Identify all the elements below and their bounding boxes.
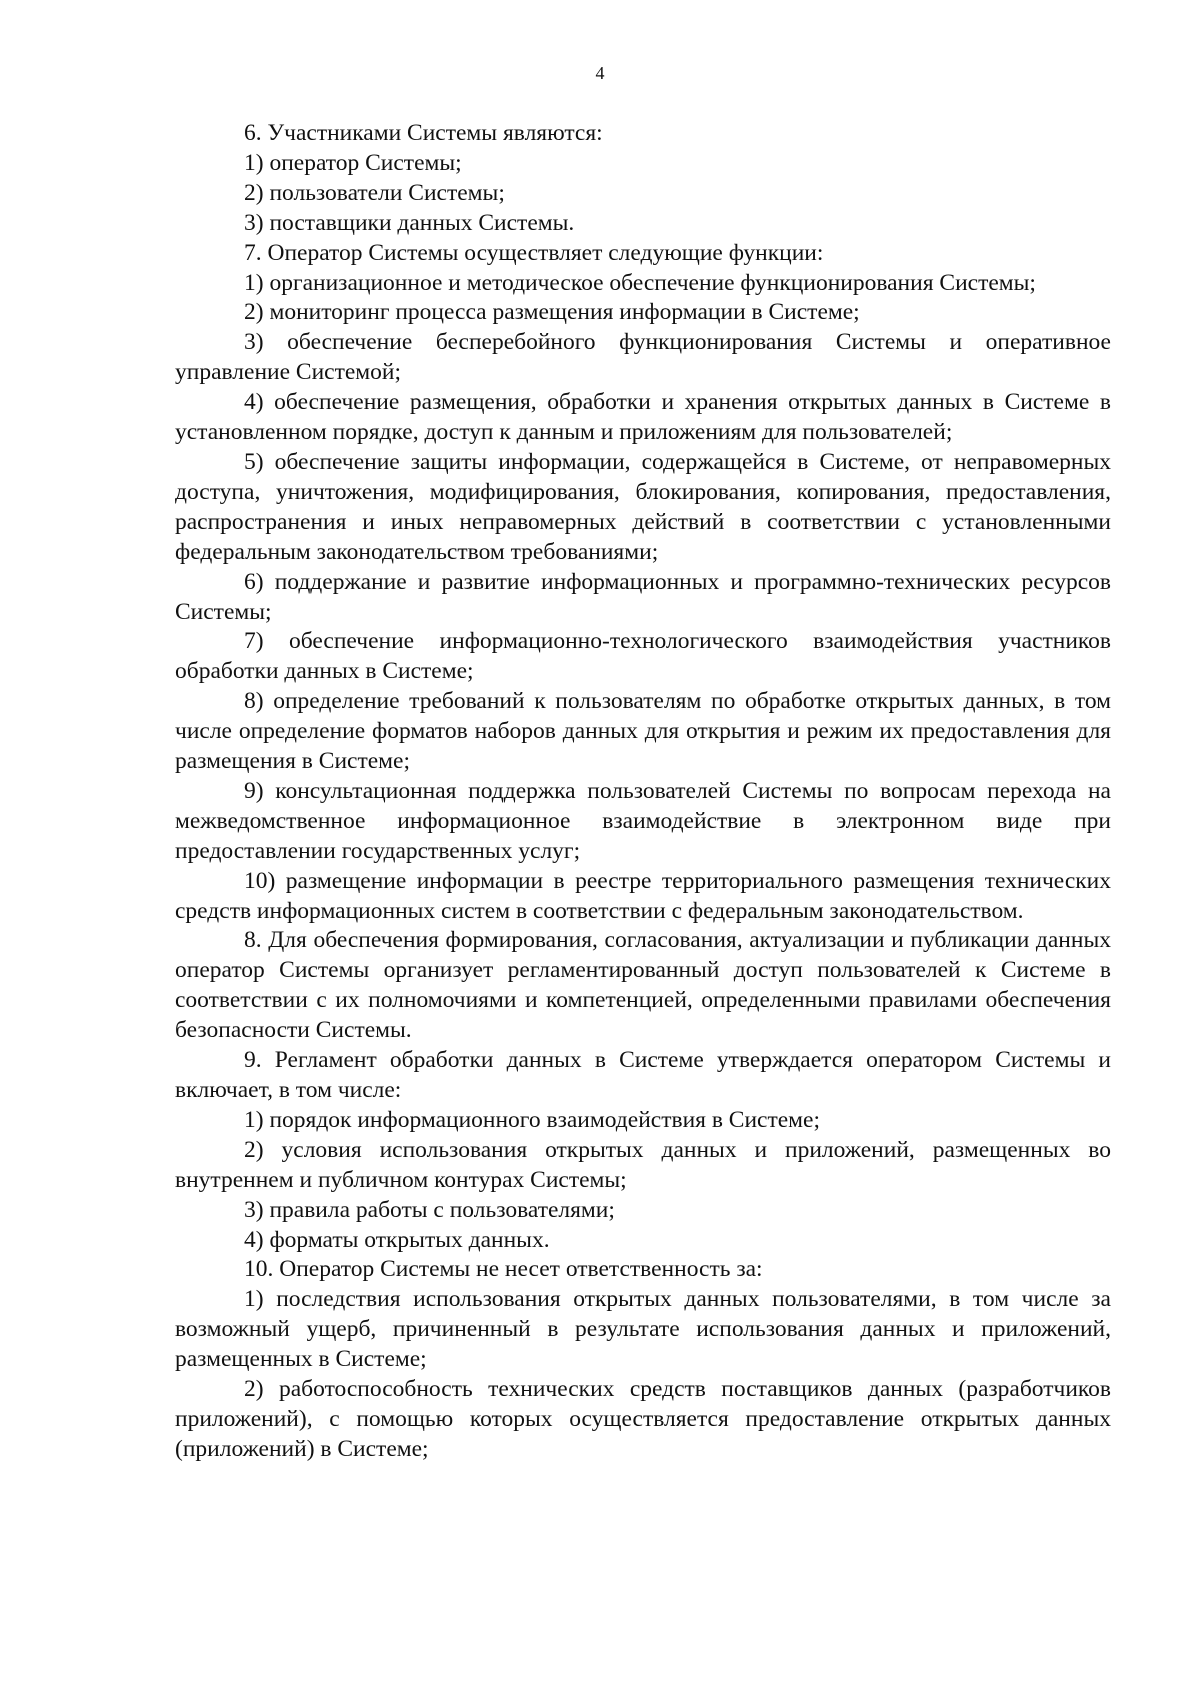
list-item-7-6: 6) поддержание и развитие информационных и программно-технических ресурсов Системы; xyxy=(175,568,1111,625)
list-item-6-3: 3) поставщики данных Системы. xyxy=(244,209,575,236)
paragraph-8: 8. Для обеспечения формирования, согласования, актуализации и публикации данных оператор Системы организует регламентированный доступ пользователей к Системе в соответствии с их полномочиями и компетенцией, определенными правилами обеспечения безопасности Системы. xyxy=(175,927,1111,1044)
list-item-7-10: 10) размещение информации в реестре территориального размещения технических средств информационных систем в соответствии с федеральным законодательством. xyxy=(175,867,1111,924)
list-item-9-1: 1) порядок информационного взаимодействия в Системе; xyxy=(244,1106,821,1133)
list-item-9-3: 3) правила работы с пользователями; xyxy=(244,1196,615,1223)
list-item-9-4: 4) форматы открытых данных. xyxy=(244,1226,550,1253)
list-item-6-2: 2) пользователи Системы; xyxy=(244,179,505,206)
list-item-7-5: 5) обеспечение защиты информации, содержащейся в Системе, от неправомерных доступа, уничтожения, модифицирования, блокирования, копирования, предоставления, распространения и иных неправомерных действий в соответствии с установленными федеральным законодательством требованиями; xyxy=(175,448,1111,565)
paragraph-7: 7. Оператор Системы осуществляет следующие функции: xyxy=(244,239,824,266)
list-item-6-1: 1) оператор Системы; xyxy=(244,149,462,176)
list-item-7-7: 7) обеспечение информационно-технологического взаимодействия участников обработки данных в Системе; xyxy=(175,628,1111,685)
list-item-7-9: 9) консультационная поддержка пользователей Системы по вопросам перехода на межведомственное информационное взаимодействие в электронном виде при предоставлении государственных услуг; xyxy=(175,777,1111,864)
paragraph-9: 9. Регламент обработки данных в Системе утверждается оператором Системы и включает, в том числе: xyxy=(175,1047,1111,1103)
list-item-10-1: 1) последствия использования открытых данных пользователями, в том числе за возможный ущерб, причиненный в результате использования данных и приложений, размещенных в Системе; xyxy=(175,1286,1111,1373)
document-body xyxy=(175,119,1111,1465)
page-number: 4 xyxy=(595,63,605,83)
list-item-7-1: 1) организационное и методическое обеспечение функционирования Системы; xyxy=(244,269,1036,296)
list-item-9-2: 2) условия использования открытых данных и приложений, размещенных во внутреннем и публичном контурах Системы; xyxy=(175,1136,1111,1193)
paragraph-6: 6. Участниками Системы являются: xyxy=(244,120,603,146)
list-item-10-2: 2) работоспособность технических средств поставщиков данных (разработчиков приложений), с помощью которых осуществляется предоставление открытых данных (приложений) в Системе; xyxy=(175,1376,1111,1462)
list-item-7-8: 8) определение требований к пользователям по обработке открытых данных, в том числе определение форматов наборов данных для открытия и режим их предоставления для размещения в Системе; xyxy=(175,688,1111,775)
paragraph-10: 10. Оператор Системы не несет ответственность за: xyxy=(244,1256,763,1283)
list-item-7-2: 2) мониторинг процесса размещения информации в Системе; xyxy=(244,299,860,326)
list-item-7-4: 4) обеспечение размещения, обработки и хранения открытых данных в Системе в установленном порядке, доступ к данным и приложениям для пользователей; xyxy=(175,389,1111,446)
list-item-7-3: 3) обеспечение бесперебойного функционирования Системы и оперативное управление Системой; xyxy=(175,329,1111,386)
